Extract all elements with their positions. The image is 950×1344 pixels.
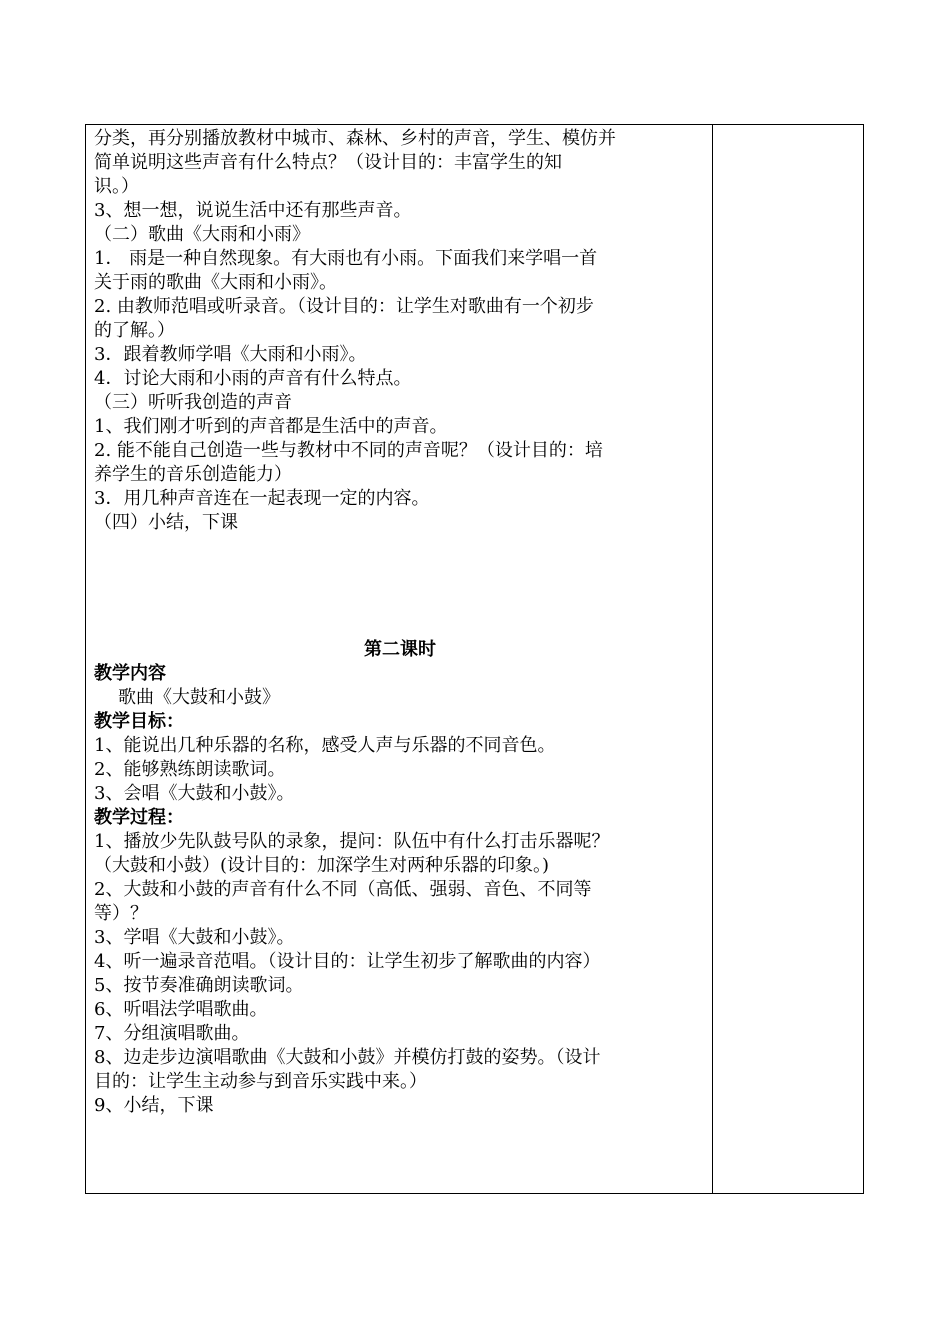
text-line: （四）小结，下课 [94,512,238,533]
text-line: 分类，再分别播放教材中城市、森林、乡村的声音，学生、模仿并 [94,128,616,149]
process-heading: 教学过程： [94,807,184,828]
process-item: 3、学唱《大鼓和小鼓》。 [94,927,295,948]
content-heading: 教学内容 [94,663,166,684]
text-line: 2. 由教师范唱或听录音。（设计目的：让学生对歌曲有一个初步 [94,296,594,317]
process-item: 7、分组演唱歌曲。 [94,1023,250,1044]
lesson-table [85,124,864,1194]
process-item: 9、小结，下课 [94,1095,214,1116]
goal-item: 2、能够熟练朗读歌词。 [94,759,286,780]
text-line: 4．讨论大雨和小雨的声音有什么特点。 [94,368,412,389]
process-item: 2、大鼓和小鼓的声音有什么不同（高低、强弱、音色、不同等 [94,879,592,900]
text-line: 的了解。） [94,320,175,341]
process-item: 8、边走步边演唱歌曲《大鼓和小鼓》并模仿打鼓的姿势。（设计 [94,1047,601,1068]
text-line: 养学生的音乐创造能力） [94,464,292,485]
process-item: 5、按节奏准确朗读歌词。 [94,975,304,996]
process-item: 4、听一遍录音范唱。（设计目的：让学生初步了解歌曲的内容） [94,951,601,972]
lesson-content-cell [94,127,706,1118]
text-line: （二）歌曲《大雨和小雨》 [94,224,310,245]
text-line: 2. 能不能自己创造一些与教材中不同的声音呢？（设计目的：培 [94,440,603,461]
process-item: 1、播放少先队鼓号队的录象，提问：队伍中有什么打击乐器呢？ [94,831,610,852]
text-line: （三）听听我创造的声音 [94,392,292,413]
text-line: 1、我们刚才听到的声音都是生活中的声音。 [94,416,448,437]
text-line: 1． 雨是一种自然现象。有大雨也有小雨。下面我们来学唱一首 [94,248,598,269]
process-item: 目的：让学生主动参与到音乐实践中来。） [94,1071,427,1092]
process-item: 6、听唱法学唱歌曲。 [94,999,268,1020]
goals-heading: 教学目标： [94,711,184,732]
text-line: 关于雨的歌曲《大雨和小雨》。 [94,272,337,293]
lesson-title: 第二课时 [364,639,436,660]
text-line: 3．跟着教师学唱《大雨和小雨》。 [94,344,367,365]
text-line: 识。） [94,176,139,197]
text-line: 3．用几种声音连在一起表现一定的内容。 [94,488,430,509]
goal-item: 1、能说出几种乐器的名称，感受人声与乐器的不同音色。 [94,735,556,756]
process-item: 等）？ [94,903,148,924]
blank-space [94,535,706,638]
process-item: （大鼓和小鼓）(设计目的：加深学生对两种乐器的印象。) [94,855,550,876]
content-text: 歌曲《大鼓和小鼓》 [118,687,280,708]
text-line: 简单说明这些声音有什么特点？（设计目的：丰富学生的知 [94,152,562,173]
notes-cell [713,125,863,1193]
text-line: 3、想一想，说说生活中还有那些声音。 [94,200,412,221]
goal-item: 3、会唱《大鼓和小鼓》。 [94,783,295,804]
